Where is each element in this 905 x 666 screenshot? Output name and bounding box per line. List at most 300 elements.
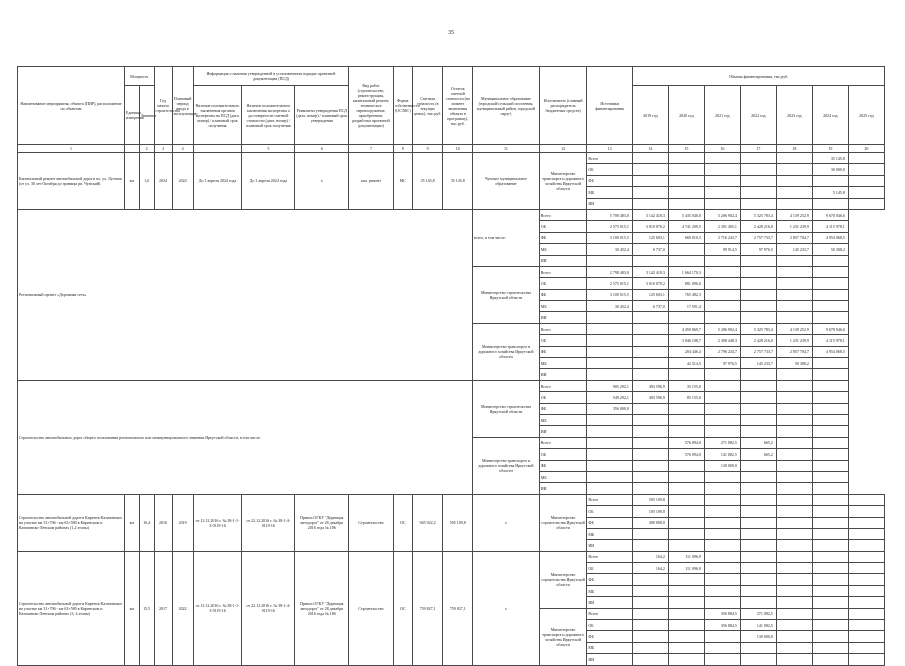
funding-value: 669 010,3: [668, 232, 704, 243]
value-cell: 16,4: [139, 494, 154, 551]
header-year-start: Год начала строительства: [154, 67, 172, 145]
header-year-commission: Плановый период ввода в эксплуатацию: [172, 67, 193, 145]
column-number: 19: [812, 145, 848, 153]
funding-value: 6 737,0: [632, 301, 668, 312]
funding-value: [704, 494, 740, 505]
funding-value: [587, 346, 633, 357]
funding-value: [812, 654, 848, 665]
funding-value: [848, 551, 884, 562]
funding-value: 4 115 978,1: [812, 335, 848, 346]
funding-value: [704, 198, 740, 209]
funding-value: 50 308,2: [812, 244, 848, 255]
funding-value: 50 308,2: [776, 358, 812, 369]
funding-value: [776, 437, 812, 448]
funding-value: [587, 437, 633, 448]
funding-value: [812, 414, 848, 425]
column-number: 2: [139, 145, 154, 153]
source-label: МБ: [539, 471, 587, 482]
funding-value: [632, 358, 668, 369]
funding-value: [740, 255, 776, 266]
funding-value: [776, 289, 812, 300]
source-label: ФБ: [539, 289, 587, 300]
funding-value: 576 094,0: [668, 449, 704, 460]
column-number: 7: [349, 145, 393, 153]
column-number: 1: [18, 145, 125, 153]
funding-value: 356 884,5: [704, 620, 740, 631]
funding-value: 5 325 783,4: [740, 323, 776, 334]
funding-value: [812, 642, 848, 653]
funding-value: [632, 460, 668, 471]
funding-value: [704, 414, 740, 425]
psd-approve-date-cell: Приказ ОГКУ "Дирекция автодорог" от 28 декабря 2016 года № 186: [295, 551, 349, 665]
source-label: Всего: [539, 437, 587, 448]
funding-value: 2 428 216,0: [740, 221, 776, 232]
table-row: [18, 209, 885, 220]
funding-value: 300 000,0: [632, 517, 668, 528]
funding-value: [848, 563, 884, 574]
funding-value: [776, 528, 812, 539]
funding-value: [704, 506, 740, 517]
unit-cell: км: [124, 153, 139, 210]
funding-value: [704, 175, 740, 186]
column-number: [124, 145, 139, 153]
funding-value: [587, 471, 633, 482]
column-number: 12: [539, 145, 587, 153]
funding-value: [812, 608, 848, 619]
funding-value: 2 716 243,7: [704, 232, 740, 243]
source-label: МБ: [587, 642, 633, 653]
executor-cell: Министерство строительства Иркутской области: [539, 551, 587, 608]
funding-value: 765 482,3: [668, 289, 704, 300]
funding-value: [632, 426, 668, 437]
funding-value: [632, 631, 668, 642]
funding-value: [776, 654, 812, 665]
funding-value: [812, 392, 848, 403]
funding-value: [848, 164, 884, 175]
funding-value: 105 109,8: [632, 506, 668, 517]
funding-value: 665,2: [740, 449, 776, 460]
funding-value: [668, 574, 704, 585]
funding-value: [848, 597, 884, 608]
financing-table: [17, 66, 885, 666]
funding-value: [812, 506, 848, 517]
unit-cell: км: [124, 494, 139, 551]
funding-value: 125 603,1: [632, 232, 668, 243]
ownership-cell: ОС: [393, 551, 412, 665]
funding-value: [776, 301, 812, 312]
column-number: 13: [587, 145, 633, 153]
header-year-2021: 2021 год: [704, 86, 740, 145]
funding-value: 493 596,9: [632, 392, 668, 403]
funding-value: [848, 620, 884, 631]
funding-value: [740, 392, 776, 403]
funding-value: [776, 414, 812, 425]
funding-value: [812, 426, 848, 437]
funding-value: [776, 517, 812, 528]
header-sources: Источники финансирования: [587, 67, 633, 145]
estimate-cell: 759 827,1: [412, 551, 443, 665]
cost-approval-cell: от 22.12.2016 г. № 38-1-4-0119-16: [242, 551, 295, 665]
funding-value: [848, 153, 884, 164]
funding-value: [848, 175, 884, 186]
funding-value: [704, 574, 740, 585]
funding-value: [776, 255, 812, 266]
funding-value: [848, 631, 884, 642]
funding-value: 4 139 252,9: [776, 209, 812, 220]
funding-value: 549 292,1: [587, 392, 633, 403]
funding-value: [668, 608, 704, 619]
funding-value: 2 575 015,1: [587, 278, 633, 289]
funding-value: [740, 642, 776, 653]
funding-value: [587, 414, 633, 425]
funding-value: [776, 551, 812, 562]
source-label: ОБ: [539, 449, 587, 460]
funding-value: [776, 494, 812, 505]
funding-value: [740, 574, 776, 585]
funding-value: 271 082,5: [740, 608, 776, 619]
cost-approval-cell: До 1 апреля 2024 года: [242, 153, 295, 210]
cost-approval-cell: от 22.12.2016 г. № 38-1-4-0119-16: [242, 494, 295, 551]
column-number: 9: [412, 145, 443, 153]
page-number: 35: [448, 30, 454, 36]
funding-value: [848, 574, 884, 585]
source-label: ИИ: [539, 312, 587, 323]
funding-value: [632, 187, 668, 198]
funding-value: 130 000,0: [740, 631, 776, 642]
header-year-2025: 2025 год: [848, 86, 884, 145]
funding-value: [740, 460, 776, 471]
work-type-cell: Строительство: [349, 551, 393, 665]
object-name: Строительство автомобильной дороги Киренск-Казачинское на участке км 31+706 - км 63+580 в Киренском и Казачинско-Ленском районах (3, 4 этапы): [18, 551, 125, 665]
funding-value: [812, 483, 848, 494]
funding-value: [704, 597, 740, 608]
header-cost-approval: Наличие положительного заключения экспертизы о достоверности сметной стоимости (дата, номер) / плановый срок получения: [242, 86, 295, 145]
header-psd-approve-date: Реквизиты утверждения ПСД (дата, номер) / плановый срок утверждения: [295, 86, 349, 145]
funding-value: [740, 278, 776, 289]
source-label: ОБ: [539, 278, 587, 289]
source-label: ФБ: [539, 346, 587, 357]
funding-value: [776, 574, 812, 585]
funding-value: [704, 528, 740, 539]
funding-value: [740, 369, 776, 380]
source-label: Всего: [587, 494, 633, 505]
funding-value: [668, 517, 704, 528]
funding-value: 130 000,0: [704, 460, 740, 471]
column-number: 4: [172, 145, 193, 153]
funding-value: 3 010 070,2: [632, 221, 668, 232]
funding-value: 2 757 733,7: [740, 346, 776, 357]
funding-value: [668, 426, 704, 437]
header-psd-approval: Наличие положительного заключения органов экспертизы на ПСД (дата, номер) / плановый срок получения: [193, 86, 242, 145]
source-label: ФБ: [587, 517, 633, 528]
unit-cell: км: [124, 551, 139, 665]
funding-value: [812, 528, 848, 539]
funding-value: [848, 642, 884, 653]
funding-value: [704, 312, 740, 323]
funding-value: [740, 483, 776, 494]
work-type-cell: кап. ремонт: [349, 153, 393, 210]
funding-value: [632, 198, 668, 209]
funding-value: 145 233,7: [740, 358, 776, 369]
funding-value: [848, 528, 884, 539]
funding-value: [740, 585, 776, 596]
funding-value: [587, 335, 633, 346]
funding-value: [812, 312, 848, 323]
funding-value: [668, 506, 704, 517]
funding-value: 99 914,5: [704, 244, 740, 255]
funding-value: [740, 266, 776, 277]
funding-value: 2 796 243,7: [704, 346, 740, 357]
funding-value: [812, 460, 848, 471]
funding-value: 4 954 068,5: [812, 232, 848, 243]
funding-value: [812, 380, 848, 391]
funding-value: [812, 494, 848, 505]
funding-value: 905 292,1: [587, 380, 633, 391]
funding-value: 5 206 902,4: [704, 323, 740, 334]
funding-value: 42 314,5: [668, 358, 704, 369]
remaining-cell: 35 145,8: [443, 153, 473, 210]
funding-value: [587, 312, 633, 323]
funding-value: 2 575 015,1: [587, 221, 633, 232]
funding-value: 35 155,0: [668, 380, 704, 391]
source-label: ОБ: [539, 392, 587, 403]
ownership-cell: МС: [393, 153, 412, 210]
funding-value: [740, 654, 776, 665]
funding-value: 30 452,4: [587, 301, 633, 312]
funding-value: 204 446,4: [668, 346, 704, 357]
funding-value: [740, 312, 776, 323]
funding-value: [776, 608, 812, 619]
funding-value: 141 082,5: [704, 449, 740, 460]
funding-value: [632, 437, 668, 448]
header-year-2020: 2020 год: [668, 86, 704, 145]
funding-value: [704, 164, 740, 175]
funding-value: [632, 255, 668, 266]
funding-value: [704, 301, 740, 312]
header-docs-info: Информация о наличии утвержденной в установленном порядке проектной документации (ПСД): [193, 67, 349, 86]
source-label: Всего: [587, 551, 633, 562]
funding-value: 97 976,5: [740, 244, 776, 255]
funding-value: [632, 608, 668, 619]
executor-cell: Министерство транспорта и дорожного хозяйства Иркутской области: [539, 153, 587, 210]
funding-value: 1 231 239,9: [776, 221, 812, 232]
table-row: [18, 551, 885, 562]
header-ownership: Форма собственности (ОС/МС): [393, 67, 412, 145]
column-number: 17: [740, 145, 776, 153]
funding-value: 493 596,9: [632, 380, 668, 391]
funding-value: [704, 563, 740, 574]
funding-value: 3 100 015,5: [587, 289, 633, 300]
funding-value: 125 603,1: [632, 289, 668, 300]
source-label: Всего: [539, 323, 587, 334]
funding-value: [776, 198, 812, 209]
funding-value: [668, 255, 704, 266]
funding-value: [776, 597, 812, 608]
funding-value: [668, 597, 704, 608]
header-year-2023: 2023 год: [776, 86, 812, 145]
funding-value: [848, 517, 884, 528]
funding-value: [740, 494, 776, 505]
funding-value: 145 233,7: [776, 244, 812, 255]
funding-value: [632, 323, 668, 334]
funding-value: 5 145,8: [812, 187, 848, 198]
year-commission-cell: 2019: [172, 494, 193, 551]
funding-value: 576 094,0: [668, 437, 704, 448]
table-row: [18, 494, 885, 505]
funding-value: [812, 449, 848, 460]
funding-value: [812, 358, 848, 369]
funding-value: [632, 585, 668, 596]
funding-value: 111 096,9: [668, 563, 704, 574]
funding-value: 1 664 170,3: [668, 266, 704, 277]
funding-value: [587, 369, 633, 380]
funding-value: [632, 175, 668, 186]
funding-value: [812, 266, 848, 277]
funding-value: [812, 289, 848, 300]
funding-value: [632, 483, 668, 494]
funding-value: 4 450 869,7: [668, 323, 704, 334]
funding-value: [704, 642, 740, 653]
funding-value: 2 308 448,3: [704, 335, 740, 346]
column-number: [193, 145, 242, 153]
funding-value: 164,2: [632, 563, 668, 574]
funding-value: 30 000,0: [812, 164, 848, 175]
funding-value: [632, 164, 668, 175]
funding-value: [632, 528, 668, 539]
source-label: ФБ: [539, 460, 587, 471]
funding-value: [740, 403, 776, 414]
funding-value: 30 452,4: [587, 244, 633, 255]
funding-value: [812, 278, 848, 289]
funding-value: 141 082,5: [740, 620, 776, 631]
column-number: 6: [295, 145, 349, 153]
header-name: Наименование мероприятия, объекта (ПИР), расположение по объектам: [18, 67, 125, 145]
funding-value: 356 884,5: [704, 608, 740, 619]
source-label: МБ: [539, 358, 587, 369]
funding-value: [812, 198, 848, 209]
funding-value: [632, 471, 668, 482]
funding-value: [587, 483, 633, 494]
funding-value: [740, 551, 776, 562]
funding-value: 4 954 068,5: [812, 346, 848, 357]
funding-value: [632, 620, 668, 631]
funding-value: [776, 460, 812, 471]
funding-value: [776, 403, 812, 414]
funding-value: [776, 483, 812, 494]
funding-value: [587, 358, 633, 369]
object-name: Региональный проект «Дорожная сеть»: [18, 209, 473, 380]
funding-value: 3 100 015,5: [587, 232, 633, 243]
source-label: ИИ: [587, 654, 633, 665]
funding-value: [848, 506, 884, 517]
funding-value: [668, 164, 704, 175]
funding-value: [704, 289, 740, 300]
year-start-cell: 2024: [154, 153, 172, 210]
source-label: ОБ: [587, 164, 633, 175]
funding-value: 356 000,0: [587, 403, 633, 414]
column-number: 3: [154, 145, 172, 153]
funding-value: [704, 517, 740, 528]
funding-value: [776, 585, 812, 596]
funding-value: [704, 585, 740, 596]
column-number: 20: [848, 145, 884, 153]
header-municipality: Муниципальное образование (городской/сельский поселения, муниципальный район, городской округ): [473, 67, 540, 145]
funding-value: [740, 380, 776, 391]
funding-value: 164,2: [632, 551, 668, 562]
funding-value: [812, 301, 848, 312]
source-label: ИИ: [539, 483, 587, 494]
source-label: МБ: [539, 301, 587, 312]
year-commission-cell: 2022: [172, 551, 193, 665]
funding-value: [776, 426, 812, 437]
funding-value: [587, 426, 633, 437]
funding-value: [632, 642, 668, 653]
funding-value: [704, 153, 740, 164]
municipality-cell: х: [473, 551, 540, 665]
funding-value: [848, 608, 884, 619]
source-label: Всего: [587, 608, 633, 619]
funding-value: [740, 597, 776, 608]
funding-value: [668, 244, 704, 255]
estimate-cell: 35 145,8: [412, 153, 443, 210]
funding-value: 3 142 418,3: [632, 266, 668, 277]
funding-value: [668, 620, 704, 631]
source-label: Всего: [539, 209, 587, 220]
funding-value: [632, 346, 668, 357]
funding-value: [704, 471, 740, 482]
funding-value: [848, 198, 884, 209]
column-number: 10: [443, 145, 473, 153]
source-label: Всего: [587, 153, 633, 164]
funding-value: 2 857 704,7: [776, 346, 812, 357]
funding-value: [740, 563, 776, 574]
funding-value: [740, 289, 776, 300]
funding-value: [776, 631, 812, 642]
municipality-cell: Чунское муниципальное образование: [473, 153, 540, 210]
funding-value: [632, 335, 668, 346]
funding-value: [668, 198, 704, 209]
header-value: Значение: [139, 86, 154, 145]
funding-value: [776, 312, 812, 323]
funding-value: [704, 392, 740, 403]
source-label: ИИ: [587, 597, 633, 608]
executor-cell: Министерство строительства Иркутской области: [473, 266, 540, 323]
funding-value: [776, 392, 812, 403]
column-number: 16: [704, 145, 740, 153]
funding-value: 5 325 783,4: [740, 209, 776, 220]
funding-value: [587, 449, 633, 460]
funding-value: [776, 642, 812, 653]
funding-value: [740, 517, 776, 528]
funding-value: [776, 506, 812, 517]
year-commission-cell: 2024: [172, 153, 193, 210]
psd-approval-cell: от 13.12.2016 г. № 38-1-1-3-0119-16: [193, 494, 242, 551]
funding-value: [812, 369, 848, 380]
funding-value: 3 010 070,2: [632, 278, 668, 289]
funding-value: [704, 266, 740, 277]
table-row: [18, 380, 885, 391]
funding-value: [668, 642, 704, 653]
funding-value: [848, 540, 884, 551]
source-label: ОБ: [539, 335, 587, 346]
header-estimate: Сметная стоимость (в текущих ценах), тыс.руб.: [412, 67, 443, 145]
source-label: ОБ: [587, 620, 633, 631]
funding-value: [848, 187, 884, 198]
funding-value: [812, 517, 848, 528]
funding-value: 17 591,4: [668, 301, 704, 312]
funding-value: [704, 654, 740, 665]
funding-value: [587, 323, 633, 334]
